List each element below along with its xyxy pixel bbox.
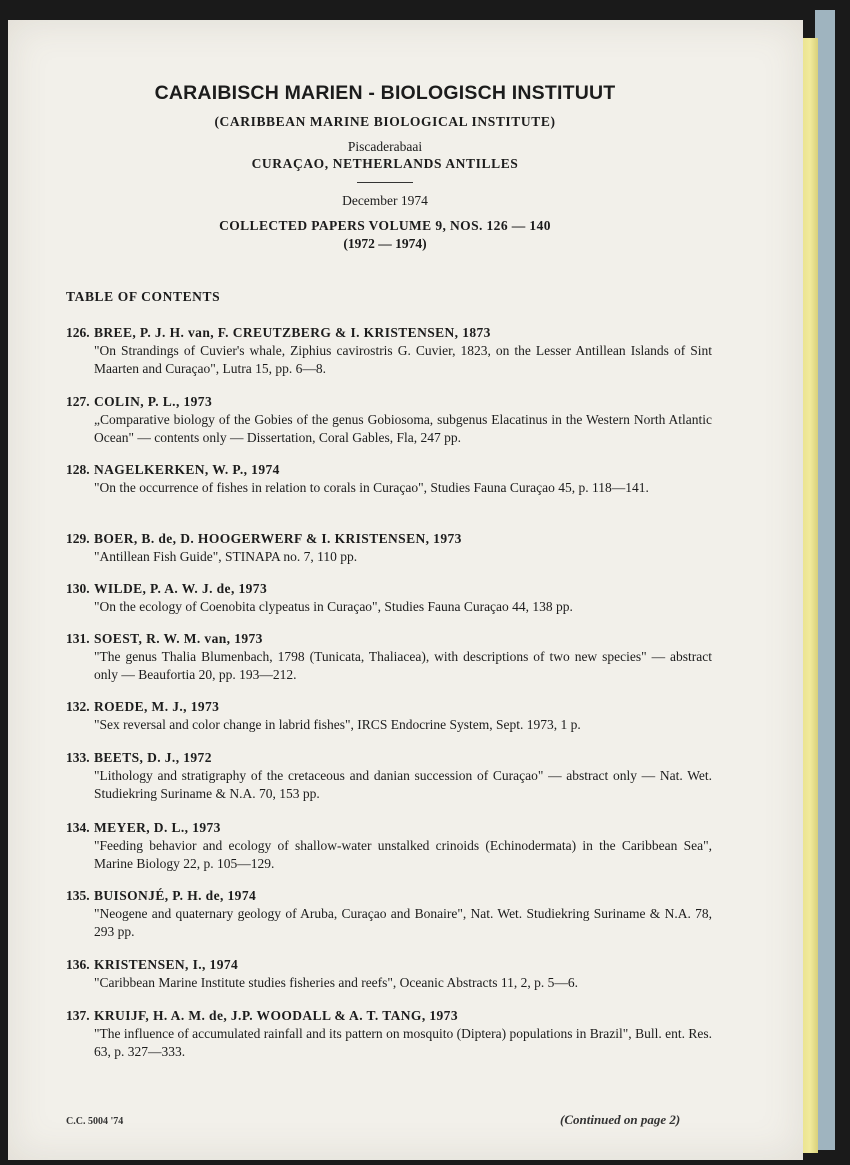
print-code: C.C. 5004 '74 [66,1116,124,1127]
entry-number: 134. [66,820,90,835]
entry-authors: KRUIJF, H. A. M. de, J.P. WOODALL & A. T. TANG, 1973 [94,1008,458,1023]
entry-description: "On the occurrence of fishes in relation to corals in Curaçao", Studies Fauna Curaçao 45, p. 118—141. [94,480,649,495]
entry-description: "The genus Thalia Blumenbach, 1798 (Tunicata, Thaliacea), with descriptions of two new species" — abstract only — Beaufortia 20, pp. 193—212. [94,649,712,682]
entry-authors: BOER, B. de, D. HOOGERWERF & I. KRISTENSEN, 1973 [94,531,462,546]
institute-subtitle: (CARIBBEAN MARINE BIOLOGICAL INSTITUTE) [214,114,556,129]
entry-description: "Sex reversal and color change in labrid fishes", IRCS Endocrine System, Sept. 1973, 1 p. [94,717,581,732]
entry-number: 127. [66,394,90,409]
entry-authors: NAGELKERKEN, W. P., 1974 [94,462,280,477]
entry-description: "Antillean Fish Guide", STINAPA no. 7, 110 pp. [94,549,358,564]
entry-authors: WILDE, P. A. W. J. de, 1973 [94,581,268,596]
toc-entry [66,698,712,734]
institute-name: CARAIBISCH MARIEN - BIOLOGISCH INSTITUUT [154,82,616,104]
toc-entry [66,819,712,873]
collected-papers-title: COLLECTED PAPERS VOLUME 9, NOS. 126 — 140 [219,218,551,233]
entry-number: 135. [66,888,90,903]
place-line-2: CURAÇAO, NETHERLANDS ANTILLES [251,156,519,171]
entry-description: "On Strandings of Cuvier's whale, Ziphius cavirostris G. Cuvier, 1823, on the Lesser Antillean Islands of Sint Maarten and Curaçao", Lutra 15, pp. 6—8. [94,343,712,376]
toc-entry [66,630,712,684]
entry-number: 126. [66,325,90,340]
toc-entry [66,580,712,616]
entry-description: „Comparative biology of the Gobies of the genus Gobiosoma, subgenus Elacatinus in the Western North Atlantic Ocean" — contents only — Dissertation, Coral Gables, Fla, 247 pp. [94,412,712,445]
entry-description: "The influence of accumulated rainfall and its pattern on mosquito (Diptera) populations in Brazil", Bull. ent. Res. 63, p. 327—333. [94,1026,712,1059]
entry-number: 133. [66,750,90,765]
toc-entry [66,461,712,497]
entry-authors: COLIN, P. L., 1973 [94,394,213,409]
toc-entry [66,749,712,803]
entry-description: "Lithology and stratigraphy of the cretaceous and danian succession of Curaçao" — abstract only — Nat. Wet. Studiekring Suriname & N.A. 70, 153 pp. [94,768,712,801]
collected-papers-years: (1972 — 1974) [343,236,427,251]
entry-number: 131. [66,631,90,646]
toc-entry [66,956,712,992]
toc-entry [66,393,712,447]
entry-description: "Feeding behavior and ecology of shallow-water unstalked crinoids (Echinodermata) in the Caribbean Sea", Marine Biology 22, p. 105—129. [94,838,712,871]
entry-number: 130. [66,581,90,596]
entry-authors: ROEDE, M. J., 1973 [94,699,220,714]
entry-authors: MEYER, D. L., 1973 [94,820,221,835]
entry-description: "On the ecology of Coenobita clypeatus in Curaçao", Studies Fauna Curaçao 44, 138 pp. [94,599,573,614]
entry-number: 129. [66,531,90,546]
entry-authors: BREE, P. J. H. van, F. CREUTZBERG & I. KRISTENSEN, 1873 [94,325,491,340]
toc-entry [66,324,712,378]
header-rule [357,182,413,183]
entry-number: 128. [66,462,90,477]
background-sheet-blue [815,10,835,1150]
place-line-1: Piscaderabaai [347,139,423,154]
entry-number: 132. [66,699,90,714]
entry-number: 137. [66,1008,90,1023]
issue-date: December 1974 [342,193,428,208]
toc-entry [66,887,712,941]
entry-authors: BUISONJÉ, P. H. de, 1974 [94,888,257,903]
toc-entry [66,530,712,566]
toc-entry [66,1007,712,1061]
entry-authors: SOEST, R. W. M. van, 1973 [94,631,263,646]
continued-note: (Continued on page 2) [560,1112,681,1127]
toc-title: TABLE OF CONTENTS [66,289,221,304]
entry-authors: KRISTENSEN, I., 1974 [94,957,239,972]
entry-number: 136. [66,957,90,972]
entry-description: "Caribbean Marine Institute studies fisheries and reefs", Oceanic Abstracts 11, 2, p. 5—6. [94,975,579,990]
entry-authors: BEETS, D. J., 1972 [94,750,212,765]
entry-description: "Neogene and quaternary geology of Aruba, Curaçao and Bonaire", Nat. Wet. Studiekring Suriname & N.A. 78, 293 pp. [94,906,712,939]
